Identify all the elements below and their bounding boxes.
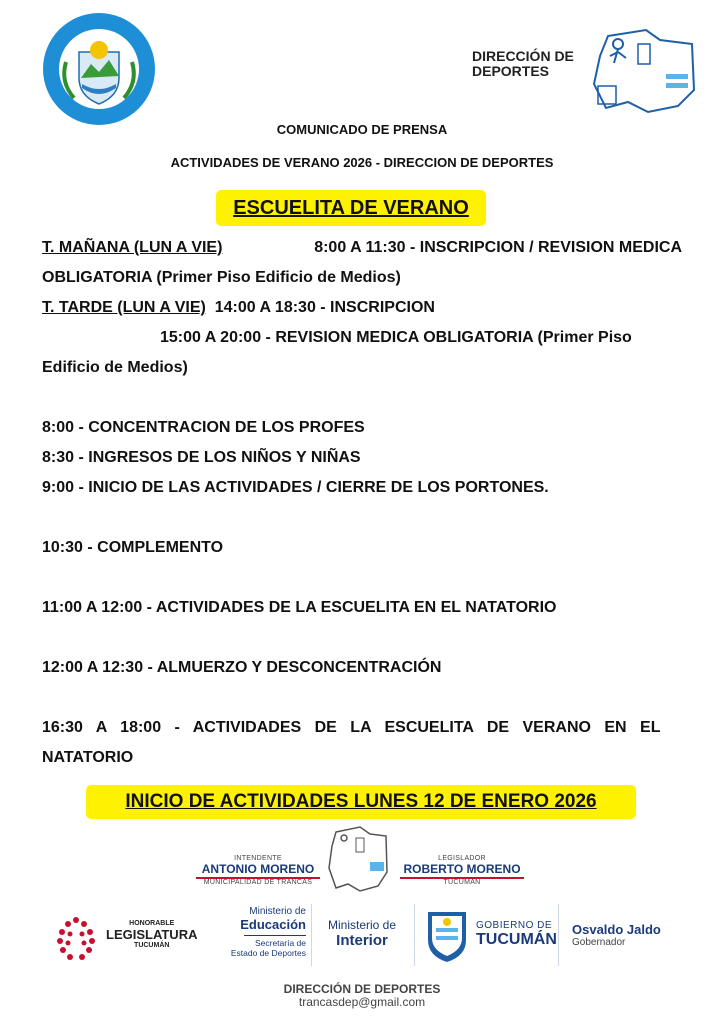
list-item: NATATORIO (42, 749, 134, 766)
divider (558, 904, 559, 966)
legislator-place: TUCUMÁN (443, 879, 481, 886)
morning-text-1: 8:00 A 11:30 - INSCRIPCION / REVISION MEDICA (314, 239, 682, 256)
secretaria-label: Secretaría de (254, 938, 306, 948)
list-item: 9:00 - INICIO DE LAS ACTIVIDADES / CIERRE DE LOS PORTONES. (42, 479, 549, 496)
tucuman-shield-icon (424, 906, 470, 964)
list-item: 11:00 A 12:00 - ACTIVIDADES DE LA ESCUELITA EN EL NATATORIO (42, 599, 557, 616)
press-release-heading: COMUNICADO DE PRENSA (276, 122, 448, 137)
list-item: 16:30 A 18:00 - ACTIVIDADES DE LA ESCUELITA DE VERANO EN EL (42, 719, 661, 736)
legislatura-label (106, 920, 197, 949)
mayor-name: ANTONIO MORENO (201, 862, 315, 876)
afternoon-label: T. TARDE (LUN A VIE) (42, 299, 206, 316)
list-item: 8:30 - INGRESOS DE LOS NIÑOS Y NIÑAS (42, 449, 361, 466)
sports-map-logo-small (326, 824, 390, 894)
legislator-name: ROBERTO MORENO (403, 862, 521, 876)
legislator-credit (400, 855, 524, 886)
honorable-label: HONORABLE (129, 920, 175, 927)
educacion-label: Educación (240, 917, 306, 932)
government-label (476, 920, 557, 949)
ministerio-label-2: Ministerio de (327, 918, 397, 932)
interior-label: Interior (336, 932, 388, 949)
footer-dept-name: DIRECCIÓN DE DEPORTES (283, 982, 441, 996)
sports-map-logo (588, 26, 698, 114)
afternoon-text-1: 14:00 A 18:30 - INSCRIPCION (214, 299, 435, 316)
divider (414, 904, 415, 966)
footer-contact (0, 983, 724, 1009)
interior-ministry-label (318, 918, 406, 949)
subtitle: ACTIVIDADES DE VERANO 2026 - DIRECCION DE DEPORTES (170, 155, 554, 170)
dept-title-line2: DEPORTES (472, 63, 550, 79)
governor-role: Gobernador (572, 937, 626, 948)
morning-line-2: OBLIGATORIA (Primer Piso Edificio de Medios) (42, 269, 401, 286)
afternoon-line-3: Edificio de Medios) (42, 359, 188, 376)
legislatura-place: TUCUMÁN (134, 942, 170, 949)
mayor-org: MUNICIPALIDAD DE TRANCAS (203, 879, 313, 886)
list-item: 8:00 - CONCENTRACION DE LOS PROFES (42, 419, 365, 436)
divider (311, 904, 312, 966)
list-item: 10:30 - COMPLEMENTO (42, 539, 224, 556)
morning-label: T. MAÑANA (LUN A VIE) (42, 239, 223, 256)
legislator-role: LEGISLADOR (438, 855, 486, 862)
afternoon-line-1 (42, 293, 682, 323)
governor-credit (572, 922, 661, 948)
municipal-seal-logo (42, 12, 156, 126)
dept-title (472, 49, 574, 79)
tucuman-label: TUCUMÁN (476, 931, 557, 948)
mayor-role: INTENDENTE (234, 855, 282, 862)
education-ministry-label (214, 906, 306, 958)
afternoon-line-2: 15:00 A 20:00 - REVISION MEDICA OBLIGATORIA (Primer Piso (160, 329, 632, 346)
ministerio-label: Ministerio de (249, 906, 306, 917)
footer-email: trancasdep@gmail.com (298, 995, 426, 1009)
dept-title-line1: DIRECCIÓN DE (472, 48, 574, 64)
schedule-body (42, 233, 682, 773)
summer-school-banner: ESCUELITA DE VERANO (216, 190, 486, 226)
deportes-label: Estado de Deportes (230, 948, 306, 958)
start-date-banner: INICIO DE ACTIVIDADES LUNES 12 DE ENERO 2026 (86, 785, 636, 819)
morning-line-1 (42, 233, 682, 263)
list-item: 12:00 A 12:30 - ALMUERZO Y DESCONCENTRACIÓN (42, 659, 442, 676)
governor-name: Osvaldo Jaldo (572, 922, 661, 937)
mayor-credit (196, 855, 320, 886)
gobierno-de-label: GOBIERNO DE (476, 920, 553, 931)
legislatura-name: LEGISLATURA (106, 927, 198, 942)
